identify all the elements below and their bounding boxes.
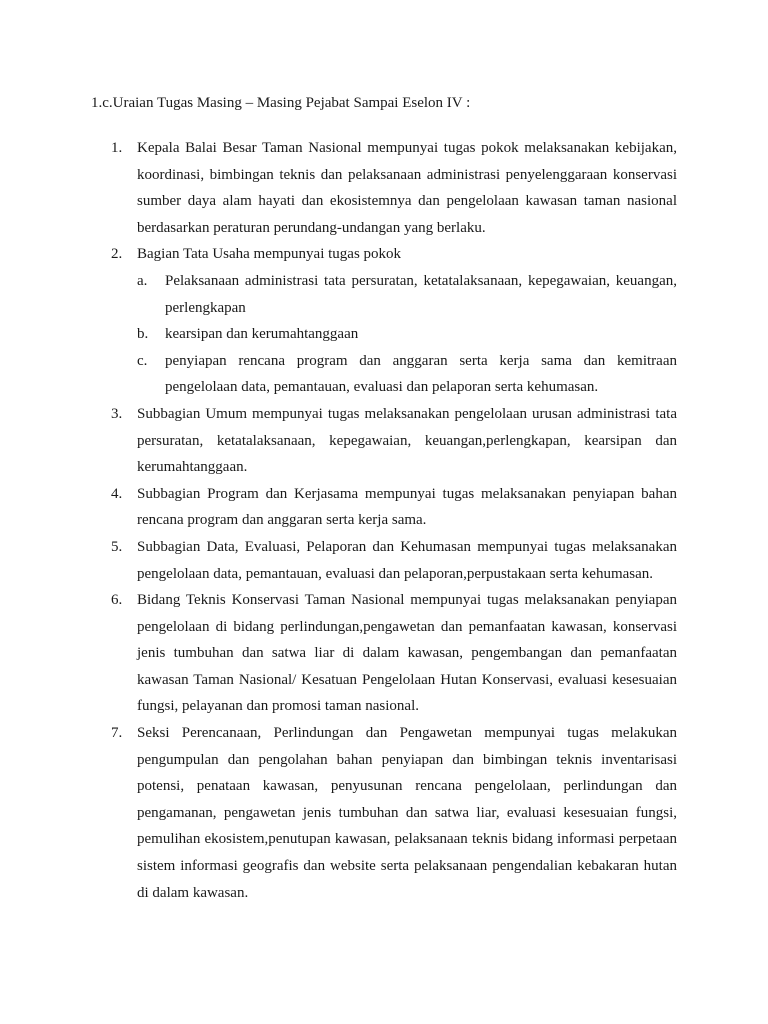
- item-number: 3.: [111, 405, 123, 422]
- sub-item-letter: c.: [137, 352, 148, 369]
- item-text: Bagian Tata Usaha mempunyai tugas pokok: [137, 246, 402, 263]
- section-heading: 1.c.Uraian Tugas Masing – Masing Pejabat Sampai Eselon IV :: [91, 95, 471, 111]
- sub-item-letter: b.: [137, 326, 149, 343]
- item-number: 5.: [111, 538, 123, 555]
- item-text: Subbagian Data, Evaluasi, Pelaporan dan Kehumasan mempunyai tugas melaksanakan pengelolaan data, pemantauan, evaluasi dan pelaporan,perpustakaan serta kehumasan.: [137, 538, 677, 582]
- sub-list: [137, 268, 677, 401]
- sub-item-text: penyiapan rencana program dan anggaran serta kerja sama dan kemitraan pengelolaan data, pemantauan, evaluasi dan pelaporan serta kehumasan.: [165, 352, 677, 396]
- sub-list-item: [137, 321, 677, 348]
- list-item: [0, 587, 768, 720]
- sub-list-item: [137, 268, 677, 321]
- sub-item-letter: a.: [137, 272, 148, 289]
- item-text: Seksi Perencanaan, Perlindungan dan Pengawetan mempunyai tugas melakukan pengumpulan dan pengolahan bahan penyiapan dan bimbingan teknis inventarisasi potensi, penataan kawasan, penyusunan rencana pengelolaan, perlindungan dan pengamanan, pengawetan jenis tumbuhan dan satwa liar, evaluasi kesesuaian fungsi, pemulihan ekosistem,penutupan kawasan, pelaksanaan teknis bidang informasi perpetaan sistem informasi geografis dan website serta pelaksanaan pengendalian kebakaran hutan di dalam kawasan.: [137, 725, 677, 901]
- list-item: [0, 481, 768, 534]
- item-number: 1.: [111, 140, 123, 156]
- list-item: [0, 401, 768, 481]
- item-number: 2.: [111, 246, 123, 263]
- list-item: [0, 534, 768, 587]
- item-text: Bidang Teknis Konservasi Taman Nasional mempunyai tugas melaksanakan penyiapan pengelolaan di bidang perlindungan,pengawetan dan pemanfaatan kawasan, konservasi jenis tumbuhan dan satwa liar di dalam kawasan, pengembangan dan pemanfaatan kawasan Taman Nasional/ Kesatuan Pengelolaan Hutan Konservasi, evaluasi kesesuaian fungsi, pelayanan dan promosi taman nasional.: [137, 592, 677, 715]
- item-number: 6.: [111, 592, 123, 609]
- item-text: Kepala Balai Besar Taman Nasional mempunyai tugas pokok melaksanakan kebijakan, koordinasi, bimbingan teknis dan pelaksanaan administrasi penyelenggaraan konservasi sumber daya alam hayati dan ekosistemnya dan pengelolaan kawasan taman nasional berdasarkan peraturan perundang-undangan yang berlaku.: [137, 140, 677, 236]
- sub-list-item: [137, 348, 677, 401]
- item-text: Subbagian Umum mempunyai tugas melaksanakan pengelolaan urusan administrasi tata persuratan, ketatalaksanaan, kepegawaian, keuangan,perlengkapan, kearsipan dan kerumahtanggaan.: [137, 405, 677, 476]
- list-item: [0, 241, 768, 401]
- list-item: [0, 135, 768, 241]
- item-number: 4.: [111, 485, 123, 502]
- sub-item-text: kearsipan dan kerumahtanggaan: [165, 326, 359, 343]
- item-text: Subbagian Program dan Kerjasama mempunyai tugas melaksanakan penyiapan bahan rencana program dan anggaran serta kerja sama.: [137, 485, 677, 529]
- duties-list: [0, 135, 768, 906]
- list-item: [0, 720, 768, 906]
- item-number: 7.: [111, 725, 123, 742]
- sub-item-text: Pelaksanaan administrasi tata persuratan, ketatalaksanaan, kepegawaian, keuangan, perlengkapan: [165, 272, 677, 316]
